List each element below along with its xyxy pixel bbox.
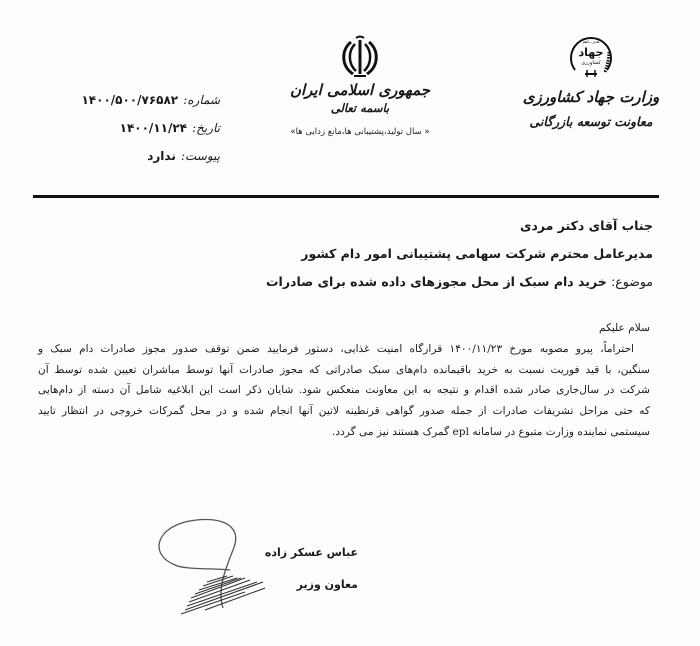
letter-number-row [60, 85, 220, 113]
addressee-block [53, 212, 653, 296]
subject-value: خرید دام سبک از محل مجوزهای داده شده برای صادرات [266, 274, 607, 289]
bismillah: باسمه تعالی [330, 101, 390, 115]
header-divider [33, 195, 659, 198]
subject-label: موضوع: [611, 274, 653, 289]
letter-number-value: ۱۴۰۰/۵۰۰/۷۶۵۸۲ [81, 93, 179, 107]
greeting: سلام علیکم [598, 322, 650, 334]
letter-date-label: تاریخ: [192, 121, 220, 135]
year-slogan: « سال تولید،پشتیبانی ها،مانع زدایی ها» [290, 127, 430, 137]
ministry-letterhead [516, 30, 666, 132]
signer-name: عباس عسکر زاده [264, 546, 358, 559]
republic-letterhead [280, 34, 440, 138]
signer-title: معاون وزیر [296, 578, 358, 591]
svg-text:جهاد: جهاد [578, 46, 604, 59]
subject-line [53, 268, 653, 296]
letter-body [38, 318, 650, 443]
letter-meta [60, 85, 220, 169]
attachment-value: ندارد [147, 149, 176, 163]
body-line: سنگین، با قید فوریت نسبت به خرید باقیمانده دام‌های سبک صادراتی که مجوز صادرات آنها توسط مباشران تعیین شده توسط آن [38, 363, 650, 376]
recipient-name: جناب آقای دکتر مردی [520, 218, 653, 233]
letter-date-value: ۱۴۰۰/۱۱/۲۴ [119, 121, 187, 135]
handwritten-signature-icon [145, 510, 265, 615]
attachment-label: پیوست: [180, 149, 220, 163]
attachment-row [60, 141, 220, 169]
svg-text:هدف باهم: هدف باهم [582, 39, 600, 44]
ministry-name: وزارت جهاد کشاورزی [522, 88, 660, 106]
svg-text:کشاورزی: کشاورزی [581, 60, 601, 66]
letter-number-label: شماره: [183, 93, 220, 107]
letter-date-row [60, 113, 220, 141]
body-line: که حتی مراحل تشریفات صادرات از جمله صدور گواهی قرنطینه لاتین آنها انجام شده و در محل گمرکات خروجی در انتظار تایید [38, 405, 650, 418]
body-line: شرکت در سال‌جاری صادر شده اقدام و نتیجه به این معاونت منعکس شود. شایان ذکر است این ابلاغیه شامل آن دسته از دام‌هایی [38, 384, 650, 397]
jahad-keshavarzi-logo-icon [565, 30, 617, 82]
signature-block [248, 543, 358, 595]
republic-name: جمهوری اسلامی ایران [289, 81, 431, 99]
body-line: سیستمی نماینده وزارت متبوع در سامانه epl گمرک هستند نیز می گردد. [332, 425, 650, 438]
recipient-title: مدیرعامل محترم شرکت سهامی پشتیبانی امور دام کشور [301, 246, 653, 261]
deputy-name: معاونت توسعه بازرگانی [529, 114, 653, 129]
iran-emblem-icon [337, 34, 383, 80]
body-line: احتراماً، پیرو مصوبه مورخ ۱۴۰۰/۱۱/۲۳ قرارگاه امنیت غذایی، دستور فرمایید ضمن توقف صدور مجوز صادرات دام سبک و [38, 342, 634, 355]
